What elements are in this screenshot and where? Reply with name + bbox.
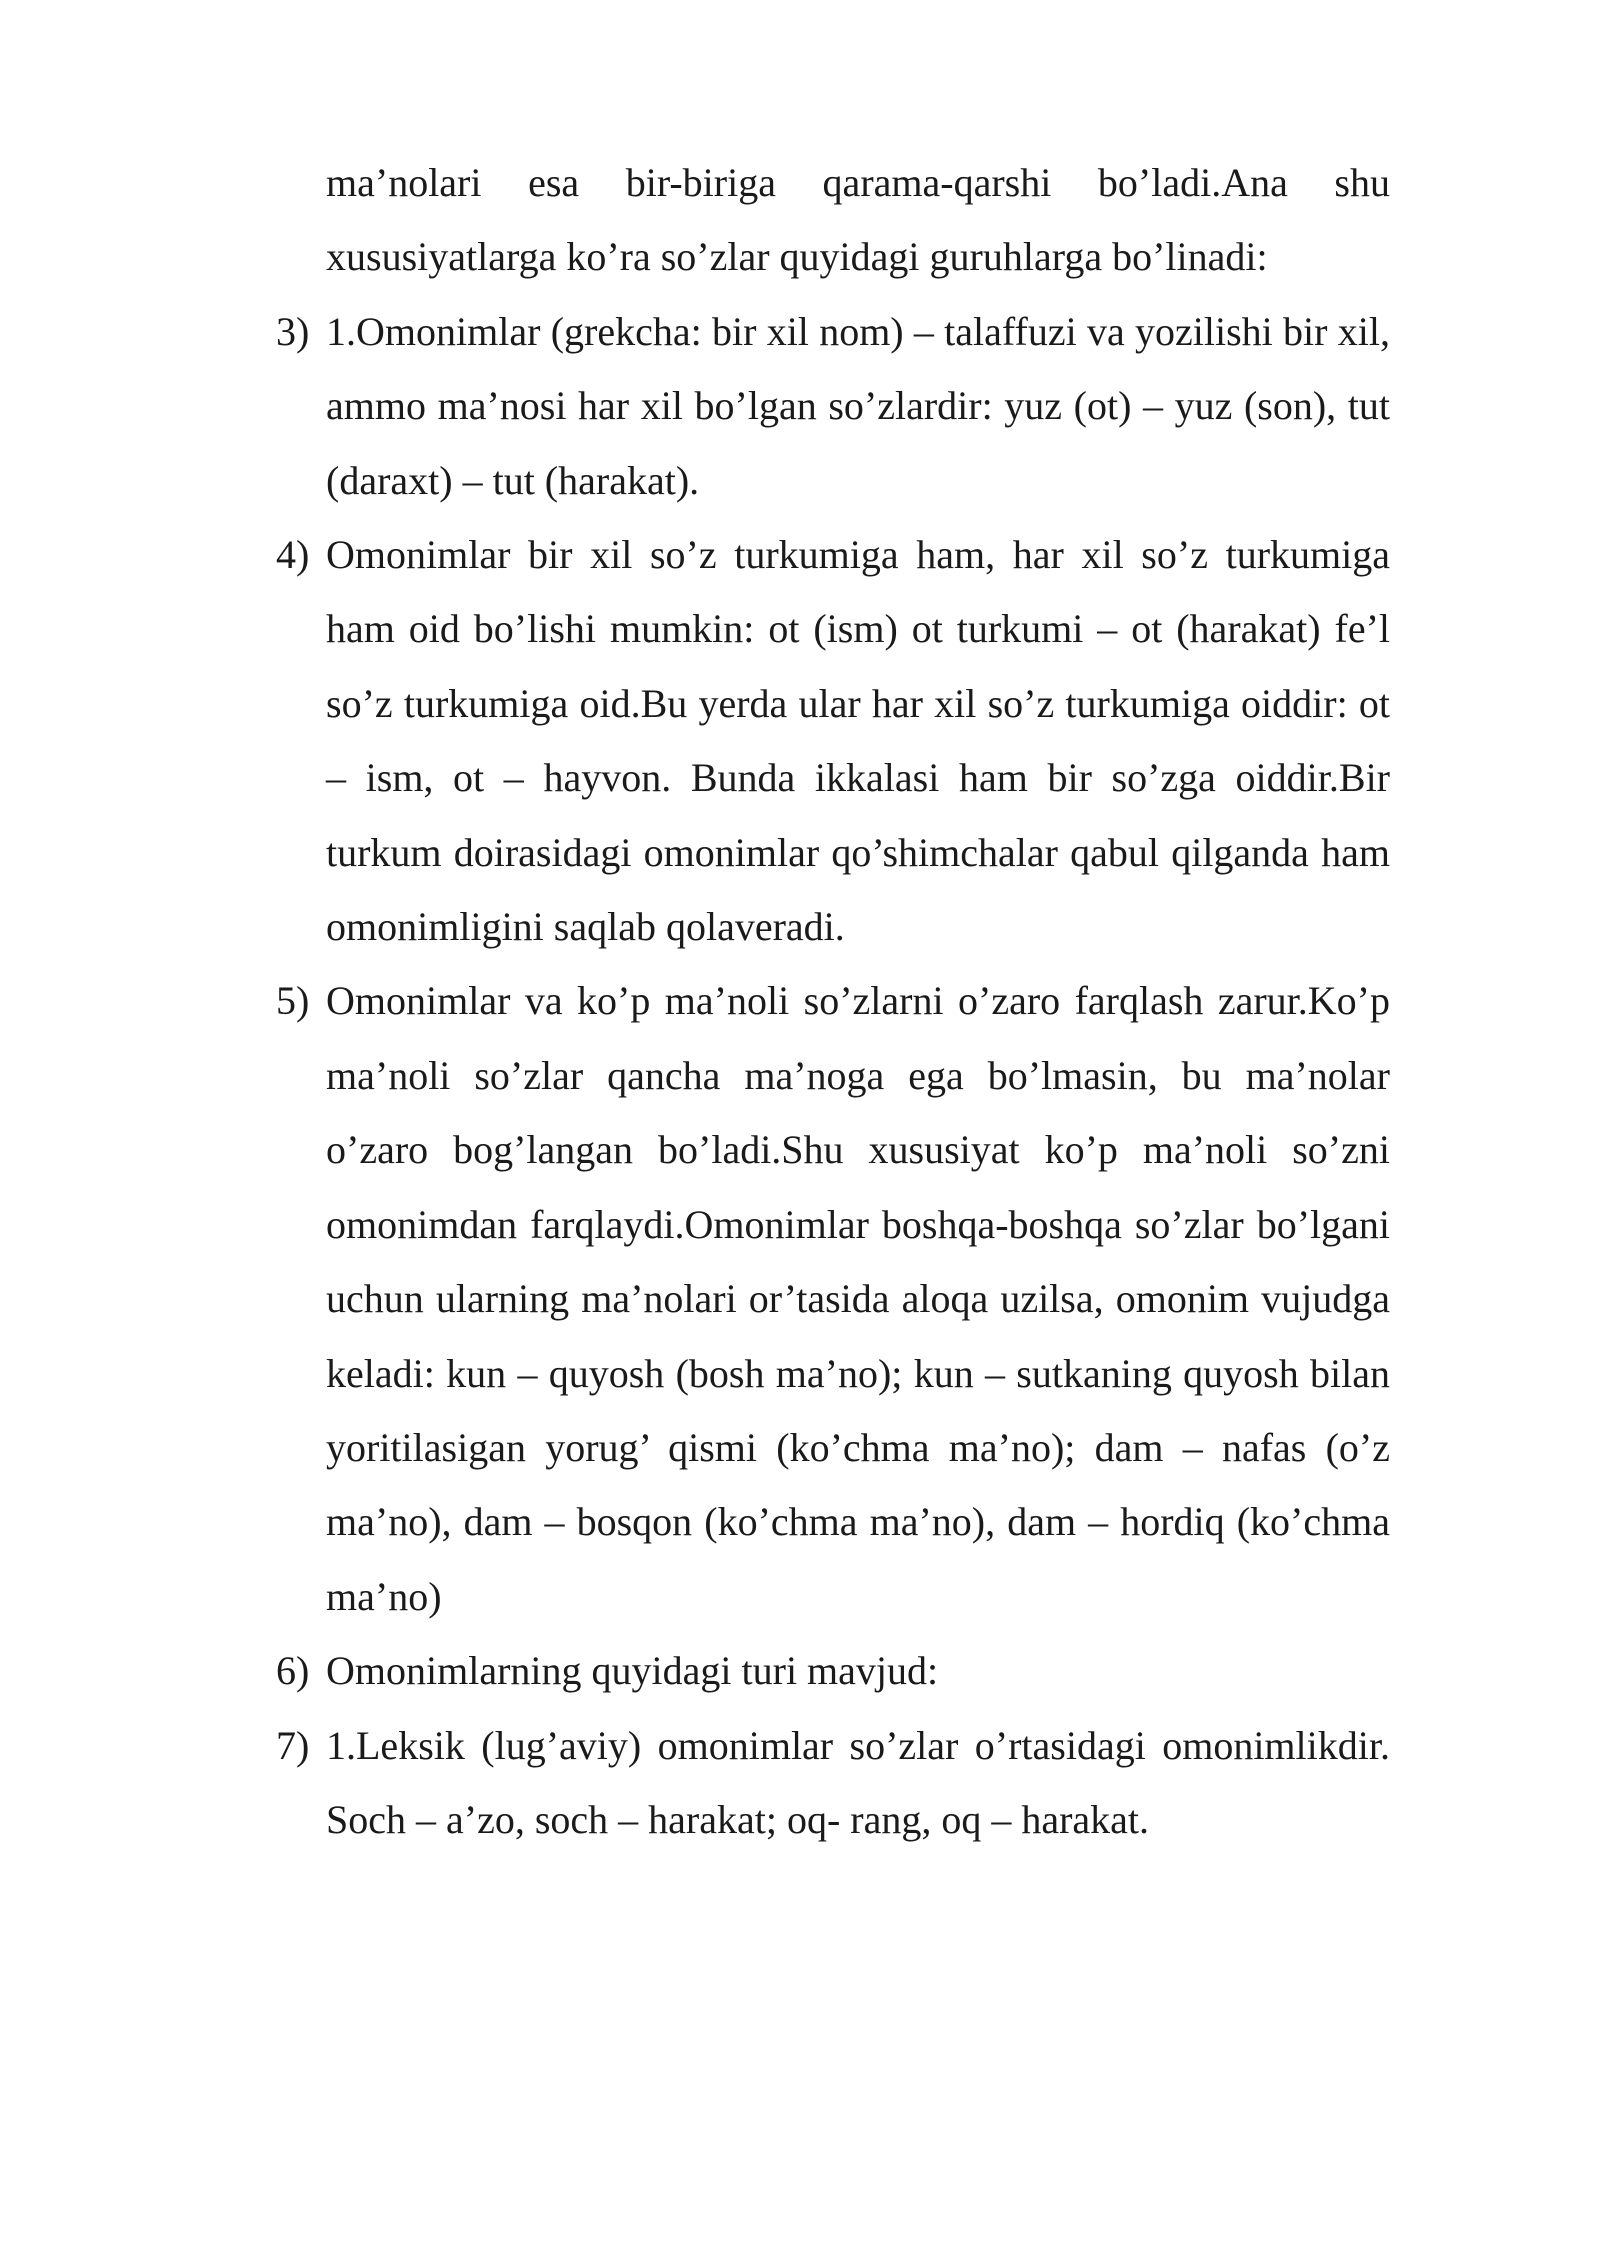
list-item-text: Omonimlarning quyidagi turi mavjud: [326,1648,939,1694]
list-item-text: Omonimlar va ko’p ma’noli so’zlarni o’zaro farqlash zarur.Ko’p ma’noli so’zlar qancha ma’noga ega bo’lmasin, bu ma’nolar o’zaro bog’langan bo’ladi.Shu xususiyat ko’p ma’noli so’zni omonimdan farqlaydi.Omonimlar boshqa-boshqa so’zlar bo’lgani uchun ularning ma’nolari or’tasida aloqa uzilsa, omonim vujudga keladi: kun – quyosh (bosh ma’no); kun – sutkaning quyosh bilan yoritilasigan yorug’ qismi (ko’chma ma’no); dam – nafas (o’z ma’no), dam – bosqon (ko’chma ma’no), dam – hordiq (ko’chma ma’no) [326,978,1390,1619]
list-item-number: 4) [276,532,310,578]
paragraph-continuation [326,146,1390,295]
list-item-4 [276,518,1390,964]
list-item-6 [276,1634,1390,1708]
list-item-3 [276,295,1390,518]
list-item-number: 3) [276,308,310,354]
list-item-text: 1.Leksik (lug’aviy) omonimlar so’zlar o’rtasidagi omonimlikdir. Soch – a’zo, soch – harakat; oq- rang, oq – harakat. [326,1722,1390,1842]
list-item-text: Omonimlar bir xil so’z turkumiga ham, har xil so’z turkumiga ham oid bo’lishi mumkin: ot (ism) ot turkumi – ot (harakat) fe’l so’z turkumiga oid.Bu yerda ular har xil so’z turkumiga oiddir: ot – ism, ot – hayvon. Bunda ikkalasi ham bir so’zga oiddir.Bir turkum doirasidagi omonimlar qo’shimchalar qabul qilganda ham omonimligini saqlab qolaveradi. [326,532,1390,950]
paragraph-text: ma’nolari esa bir-biriga qarama-qarshi bo’ladi.Ana shu xususiyatlarga ko’ra so’zlar quyidagi guruhlarga bo’linadi: [326,160,1390,280]
document-body [276,146,1390,1857]
list-item-5 [276,964,1390,1634]
list-item-number: 6) [276,1648,310,1694]
list-item-number: 7) [276,1722,310,1768]
list-item-text: 1.Omonimlar (grekcha: bir xil nom) – talaffuzi va yozilishi bir xil, ammo ma’nosi har xil bo’lgan so’zlardir: yuz (ot) – yuz (son), tut (daraxt) – tut (harakat). [326,308,1390,503]
list-item-7 [276,1709,1390,1858]
list-item-number: 5) [276,978,310,1024]
